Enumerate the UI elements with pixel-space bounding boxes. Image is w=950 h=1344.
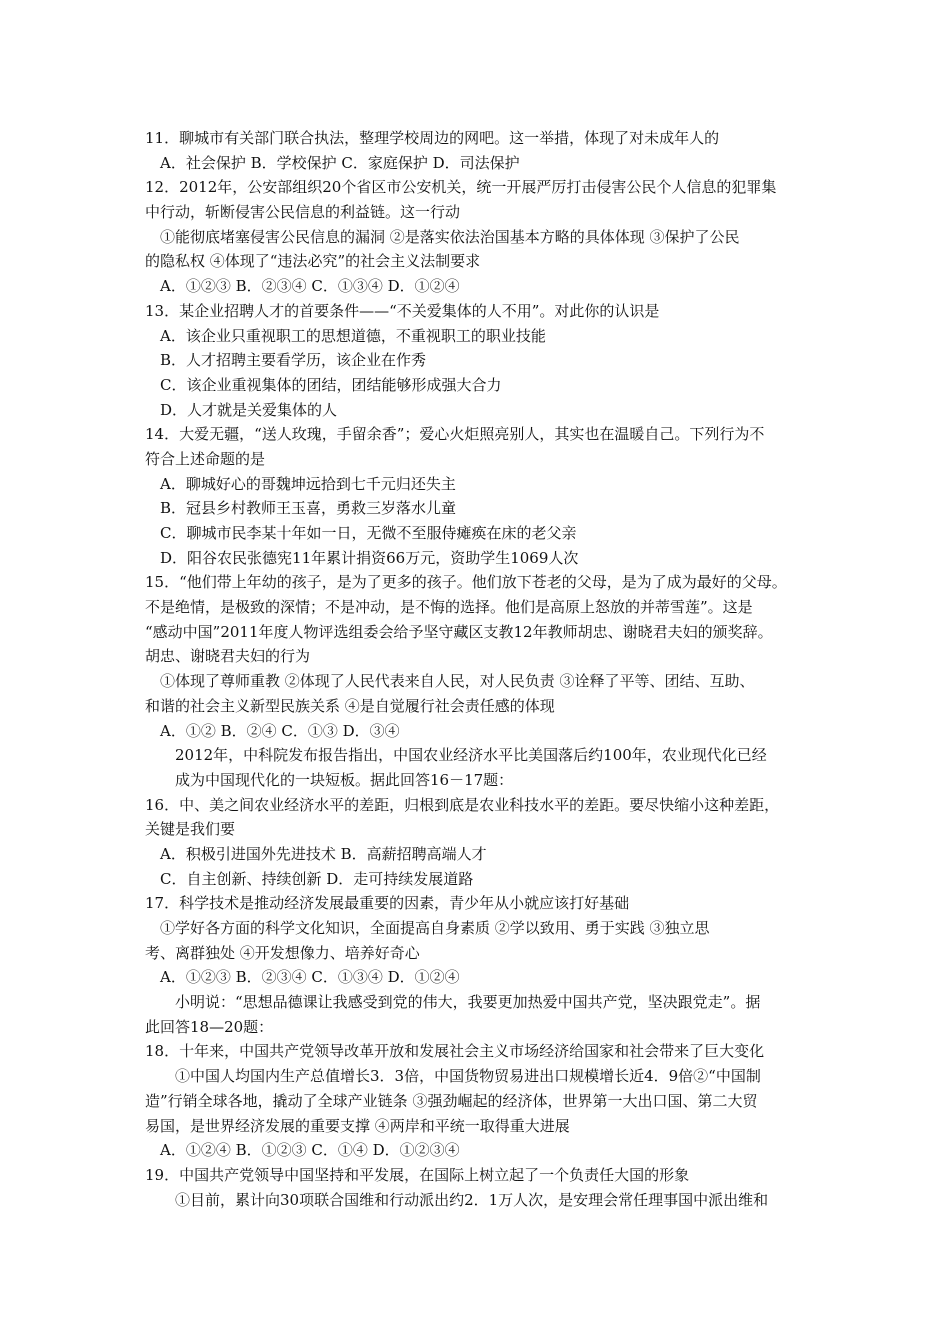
text-line: 15．“他们带上年幼的孩子，是为了更多的孩子。他们放下苍老的父母，是为了成为最好的父母。	[145, 573, 787, 592]
text-line: “感动中国”2011年度人物评选组委会给予坚守藏区支教12年教师胡忠、谢晓君夫妇的颁奖辞。	[145, 622, 773, 641]
text-line: A．①②③ B．②③④ C．①③④ D．①②④	[160, 277, 460, 296]
text-line: ①中国人均国内生产总值增长3．3倍，中国货物贸易进出口规模增长近4．9倍②“中国制	[175, 1067, 761, 1086]
text-line: 和谐的社会主义新型民族关系 ④是自觉履行社会责任感的体现	[145, 696, 555, 715]
text-line: 的隐私权 ④体现了“违法必究”的社会主义法制要求	[145, 252, 481, 271]
text-line: 造”行销全球各地，撬动了全球产业链条 ③强劲崛起的经济体，世界第一大出口国、第二大贸	[145, 1091, 758, 1110]
text-line: 胡忠、谢晓君夫妇的行为	[145, 647, 311, 666]
text-line: D．阳谷农民张德宪11年累计捐资66万元，资助学生1069人次	[160, 548, 579, 567]
text-line: A．①② B．②④ C．①③ D．③④	[160, 721, 400, 740]
text-line: 不是绝情，是极致的深情；不是冲动，是不悔的选择。他们是高原上怒放的并蒂雪莲”。这是	[145, 598, 753, 617]
text-line: 2012年，中科院发布报告指出，中国农业经济水平比美国落后约100年，农业现代化已经	[175, 746, 767, 765]
text-line: A．聊城好心的哥魏坤远拾到七千元归还失主	[160, 474, 456, 493]
text-line: ①能彻底堵塞侵害公民信息的漏洞 ②是落实依法治国基本方略的具体体现 ③保护了公民	[160, 227, 740, 246]
text-line: A．①②④ B．①②③ C．①④ D．①②③④	[160, 1141, 460, 1160]
text-line: C．自主创新、持续创新 D．走可持续发展道路	[160, 869, 474, 888]
text-line: 关键是我们要	[145, 820, 236, 839]
text-line: D．人才就是关爱集体的人	[160, 400, 338, 419]
text-line: 成为中国现代化的一块短板。据此回答16－17题：	[175, 770, 514, 789]
text-line: ①目前，累计向30项联合国维和行动派出约2．1万人次，是安理会常任理事国中派出维和	[175, 1190, 769, 1209]
text-line: ①体现了尊师重教 ②体现了人民代表来自人民，对人民负责 ③诠释了平等、团结、互助、	[160, 672, 755, 691]
text-line: 小明说：“思想品德课让我感受到党的伟大，我要更加热爱中国共产党，坚决跟党走”。据	[175, 993, 761, 1012]
text-line: 考、离群独处 ④开发想像力、培养好奇心	[145, 943, 420, 962]
text-line: A．①②③ B．②③④ C．①③④ D．①②④	[160, 968, 460, 987]
text-line: 中行动，斩断侵害公民信息的利益链。这一行动	[145, 203, 461, 222]
text-line: A．积极引进国外先进技术 B．高薪招聘高端人才	[160, 844, 487, 863]
text-line: 17．科学技术是推动经济发展最重要的因素，青少年从小就应该打好基础	[145, 894, 630, 913]
text-line: C．聊城市民李某十年如一日，无微不至服侍瘫痪在床的老父亲	[160, 524, 577, 542]
exam-text-body	[145, 126, 855, 1212]
text-line: 16．中、美之间农业经济水平的差距，归根到底是农业科技水平的差距。要尽快缩小这种差距，	[145, 795, 780, 814]
text-line: ①学好各方面的科学文化知识，全面提高自身素质 ②学以致用、勇于实践 ③独立思	[160, 919, 710, 937]
text-line: 19．中国共产党领导中国坚持和平发展，在国际上树立起了一个负责任大国的形象	[145, 1165, 690, 1184]
text-line: 此回答18—20题：	[145, 1017, 274, 1036]
text-line: A．该企业只重视职工的思想道德，不重视职工的职业技能	[160, 326, 546, 345]
text-line: B．人才招聘主要看学历，该企业在作秀	[160, 351, 427, 370]
text-line: 符合上述命题的是	[145, 449, 266, 468]
text-line: C．该企业重视集体的团结，团结能够形成强大合力	[160, 375, 502, 394]
text-line: 易国，是世界经济发展的重要支撑 ④两岸和平统一取得重大进展	[145, 1116, 570, 1135]
text-line: 14．大爱无疆，“送人玫瑰，手留余香”；爱心火炬照亮别人，其实也在温暖自己。下列行为不	[145, 425, 765, 444]
text-line: A．社会保护 B．学校保护 C．家庭保护 D．司法保护	[160, 153, 520, 172]
text-line: B．冠县乡村教师王玉喜，勇救三岁落水儿童	[160, 499, 457, 518]
text-line: 12．2012年，公安部组织20个省区市公安机关，统一开展严厉打击侵害公民个人信息的犯罪集	[145, 178, 777, 197]
text-line: 18．十年来，中国共产党领导改革开放和发展社会主义市场经济给国家和社会带来了巨大变化	[145, 1042, 765, 1061]
text-line: 13．某企业招聘人才的首要条件——“不关爱集体的人不用”。对此你的认识是	[145, 301, 660, 320]
text-line: 11．聊城市有关部门联合执法，整理学校周边的网吧。这一举措，体现了对未成年人的	[145, 129, 720, 147]
